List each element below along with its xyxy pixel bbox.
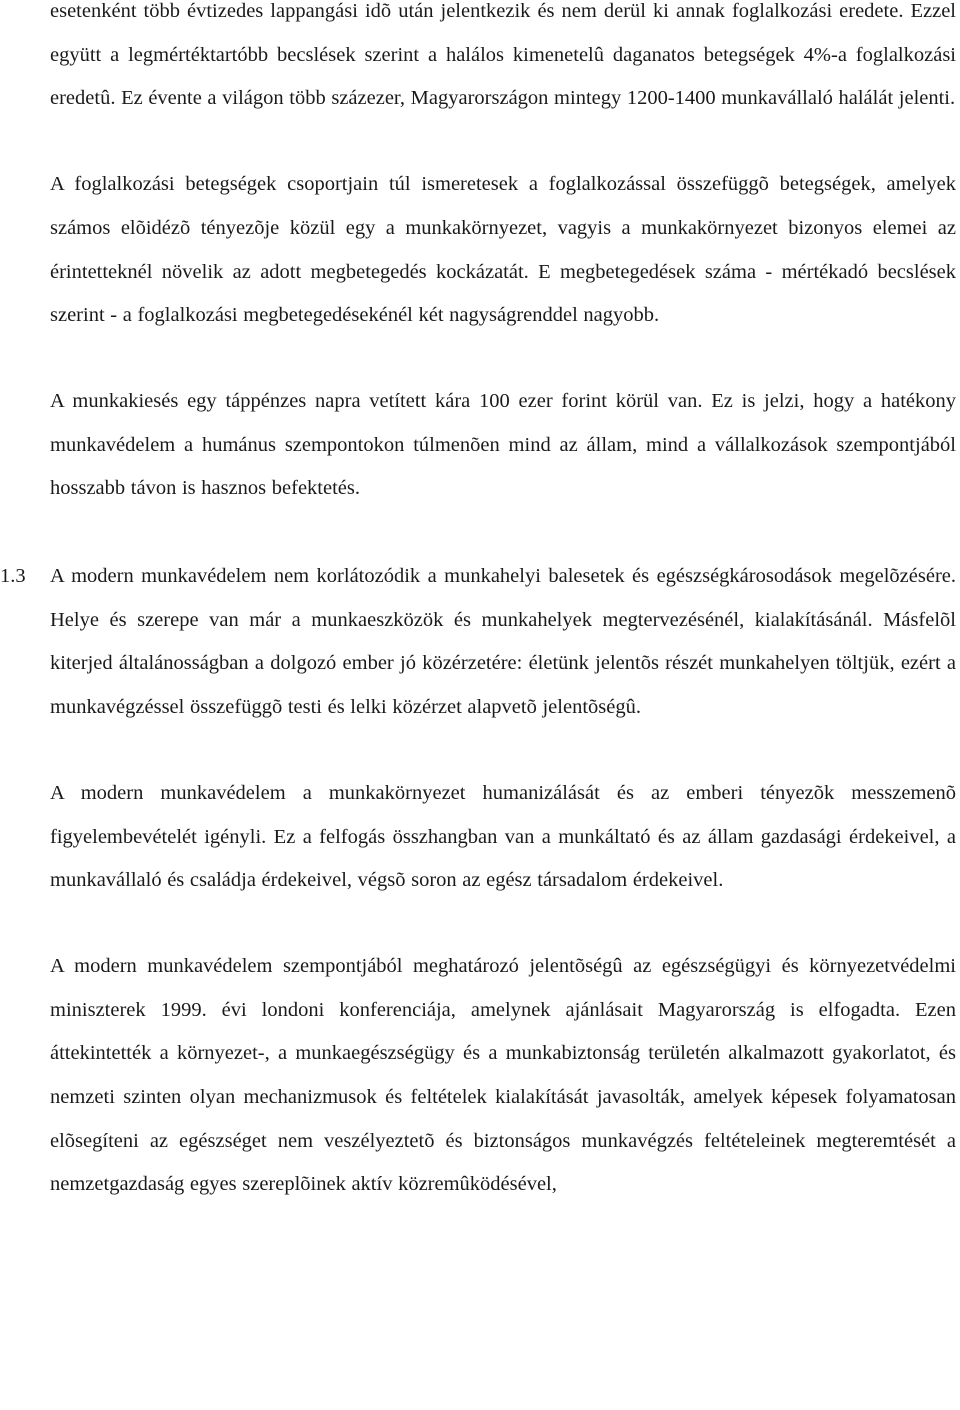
section-1-3 (0, 555, 956, 730)
section-number: 1.3 (0, 565, 26, 588)
paragraph-4: A modern munkavédelem nem korlátozódik a munkahelyi balesetek és egészségkárosodások megelõzésére. Helye és szerepe van már a munkaeszközök és munkahelyek megtervezésénél, kialakításánál. Másfelõl kiterjed általánosságban a dolgozó ember jó közérzetére: életünk jelentõs részét munkahelyen töltjük, ezért a munkavégzéssel összefüggõ testi és lelki közérzet alapvetõ jelentõségû. (50, 565, 956, 719)
paragraph-3: A munkakiesés egy táppénzes napra vetített kára 100 ezer forint körül van. Ez is jelzi, hogy a hatékony munkavédelem a humánus szempontokon túlmenõen mind az állam, mind a vállalkozások szempontjából hosszabb távon is hasznos befektetés. (50, 389, 956, 500)
paragraph-1: esetenként több évtizedes lappangási idõ után jelentkezik és nem derül ki annak foglalkozási eredete. Ezzel együtt a legmértéktartóbb becslések szerint a halálos kimenetelû daganatos betegségek 4%-a foglalkozási eredetû. Ez évente a világon több százezer, Magyarországon mintegy 1200-1400 munkavállaló halálát jelenti. (50, 0, 956, 110)
paragraph-6: A modern munkavédelem szempontjából meghatározó jelentõségû az egészségügyi és környezetvédelmi miniszterek 1999. évi londoni konferenciája, amelynek ajánlásait Magyarország is elfogadta. Ezen áttekintették a környezet-, a munkaegészségügy és a munkabiztonság területén alkalmazott gyakorlatot, és nemzeti szinten olyan mechanizmusok és feltételek kialakítását javasolták, amelyek képesek folyamatosan elõsegíteni az egészséget nem veszélyeztetõ és biztonságos munkavégzés feltételeinek megteremtését a nemzetgazdaság egyes szereplõinek aktív közremûködésével, (50, 954, 956, 1196)
paragraph-5: A modern munkavédelem a munkakörnyezet humanizálását és az emberi tényezõk messzemenõ figyelembevételét igényli. Ez a felfogás összhangban van a munkáltató és az állam gazdasági érdekeivel, a munkavállaló és családja érdekeivel, végsõ soron az egész társadalom érdekeivel. (50, 781, 956, 892)
paragraph-2: A foglalkozási betegségek csoportjain túl ismeretesek a foglalkozással összefüggõ betegségek, amelyek számos elõidézõ tényezõje közül egy a munkakörnyezet, vagyis a munkakörnyezet bizonyos elemei az érintetteknél növelik az adott megbetegedés kockázatát. E megbetegedések száma - mértékadó becslések szerint - a foglalkozási megbetegedésekénél két nagyságrenddel nagyobb. (50, 173, 956, 327)
